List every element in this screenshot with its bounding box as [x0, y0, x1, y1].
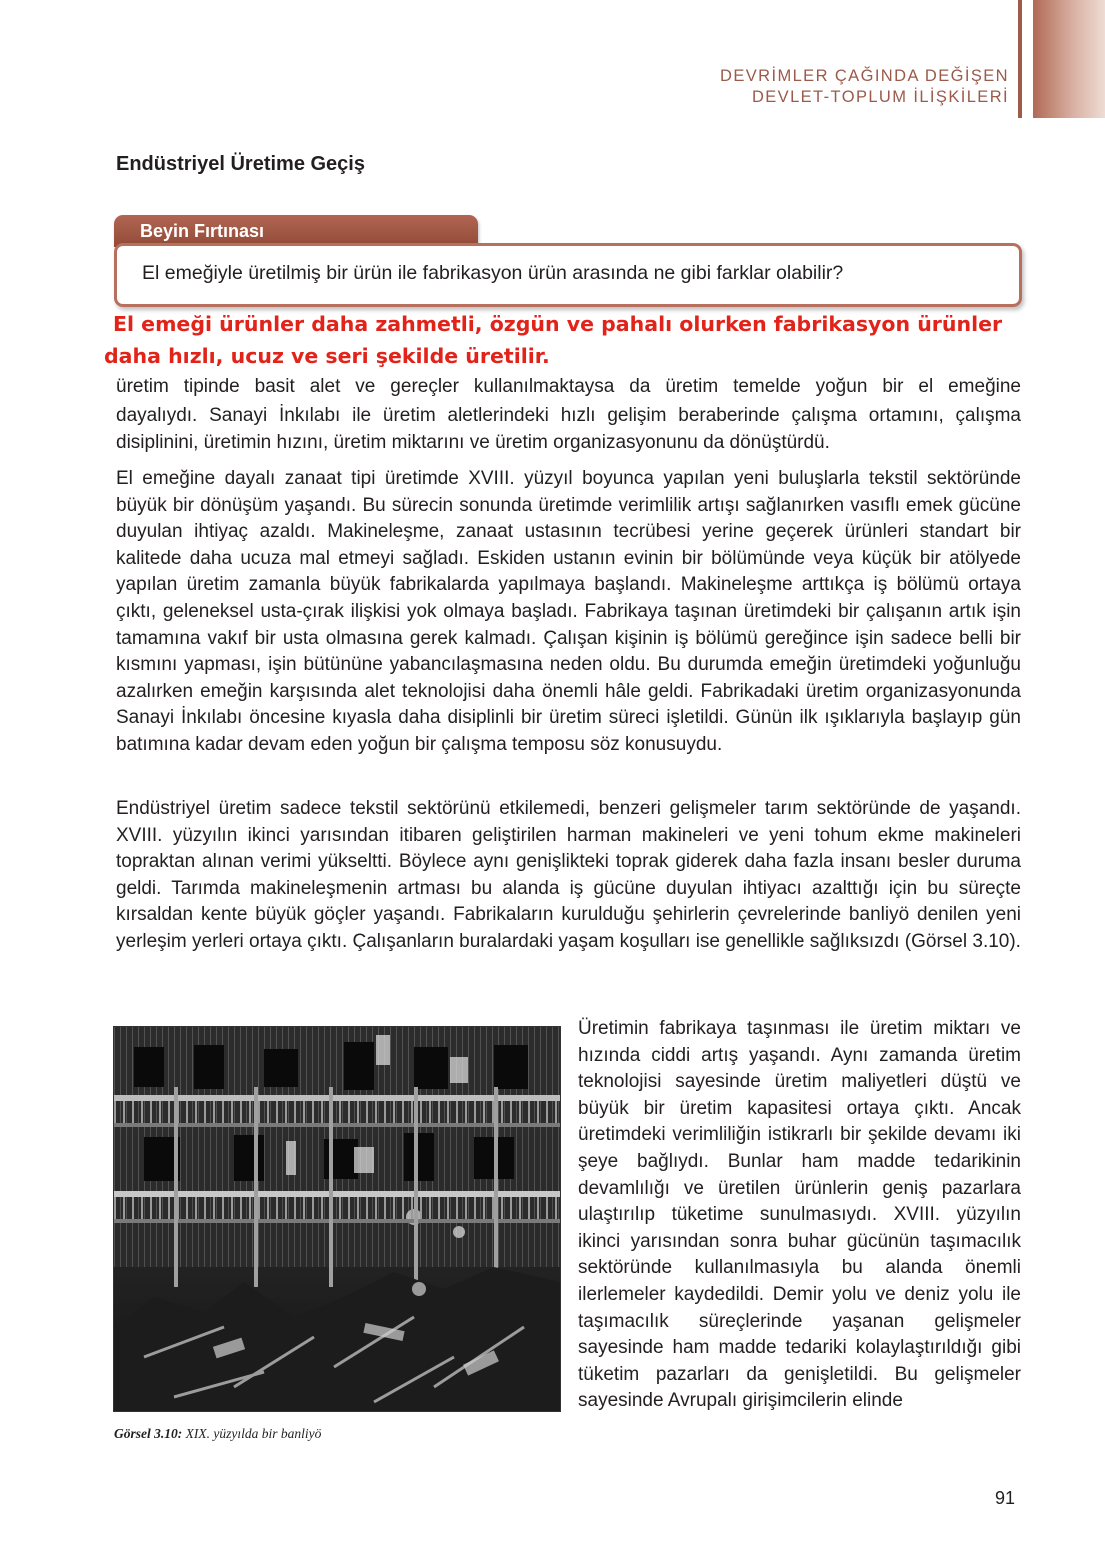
partial-line-text: üretim tipinde basit alet ve gereçler kullanılmaktaysa da üretim temelde yoğun bir el emeğine	[116, 377, 1021, 397]
brainstorm-label: Beyin Fırtınası	[140, 221, 265, 241]
figure-caption-text: XIX. yüzyılda bir banliyö	[182, 1426, 322, 1441]
corner-accent-block	[1033, 0, 1105, 118]
body-paragraph-2: El emeğine dayalı zanaat tipi üretimde XVIII. yüzyıl boyunca yapılan yeni buluşlarla tekstil sektöründe büyük bir dönüşüm yaşandı. Bu sürecin sonunda üretimde verimlilik artışı sağlanırken vasıflı emek gücüne duyulan ihtiyaç azaldı. Makineleşme, zanaat ustasının tecrübesi yerine geçerek ürünleri standart bir kalitede daha ucuza mal etmeyi sağladı. Eskiden ustanın evinin bir bölümünde veya küçük bir atölyede yapılan üretim zamanla büyük fabrikalarda yapılmaya başlandı. Makineleşme arttıkça iş bölümü ortaya çıktı, geleneksel usta-çırak ilişkisi yok olmaya başladı. Fabrikaya taşınan üretimdeki bir çalışanın artık işin tamamına vakıf bir usta olmasına gerek kalmadı. Çalışan kişinin iş bölümü gereğince işin sadece belli bir kısmını yapması, işin bütününe yabancılaşmasına neden oldu. Bu durumda emeğin üretimdeki yoğunluğu azalırken emeğin karşısında alet teknolojisi daha önemli hâle geldi. Fabrikadaki üretim organizasyonunda Sanayi İnkılabı öncesine kıyasla daha disiplinli bir üretim süreci işletildi. Günün ilk ışıklarıyla başlayıp gün batımına kadar devam eden yoğun bir çalışma temposu söz konusuydu.	[116, 468, 1021, 755]
running-header	[720, 66, 1009, 108]
side-paragraph: Üretimin fabrikaya taşınması ile üretim miktarı ve hızında ciddi artış yaşandı. Aynı zamanda üretim teknolojisi sayesinde üretim maliyetleri düştü ve büyük bir üretim kapasitesi ortaya çıktı. Ancak üretimdeki verimliliğin istikrarlı bir şekilde devamı iki şeye bağlıydı. Bunlar ham madde tedarikinin devamlılığı ve üretilen ürünlerin geniş pazarlara ulaştırılıp tüketime sunulmasıydı. XVIII. yüzyılın ikinci yarısından sonra buhar gücünün taşımacılık sektöründe kullanılmasıyla bu alanda önemli ilerlemeler kaydedildi. Demir yolu ve deniz yolu ile taşımacılık süreçlerinde yaşanan gelişmeler sayesinde ham madde tedariki kolaylaştırıldığı gibi tüketim pazarları da genişletildi. Bu gelişmeler sayesinde Avrupalı girişimcilerin elinde	[578, 1018, 1021, 1412]
running-header-line-1: DEVRİMLER ÇAĞINDA DEĞİŞEN	[720, 67, 1009, 85]
figure-caption	[114, 1426, 321, 1442]
running-header-line-2: DEVLET-TOPLUM İLİŞKİLERİ	[751, 88, 1009, 106]
answer-line-1: El emeği ürünler daha zahmetli, özgün ve pahalı olurken fabrikasyon ürünler	[113, 312, 1003, 336]
figure-caption-label: Görsel 3.10:	[114, 1426, 183, 1441]
brainstorm-box	[114, 243, 1022, 307]
body-paragraph-1: dayalıydı. Sanayi İnkılabı ile üretim aletlerindeki hızlı gelişim beraberinde çalışma ortamını, çalışma disiplinini, üretimin hızını, üretim miktarını ve üretim organizasyonunu da dönüştürdü.	[116, 405, 1021, 453]
corner-accent-line	[1018, 0, 1022, 118]
handwritten-answer	[104, 308, 1024, 372]
answer-line-2: daha hızlı, ucuz ve seri şekilde üretilir.	[104, 344, 550, 368]
page-number: 91	[994, 1488, 1015, 1508]
suburb-photo	[113, 1026, 561, 1412]
section-heading: Endüstriyel Üretime Geçiş	[116, 153, 365, 175]
brainstorm-question: El emeğiyle üretilmiş bir ürün ile fabrikasyon ürün arasında ne gibi farklar olabilir?	[142, 262, 844, 284]
suburb-photo-illustration	[114, 1027, 560, 1411]
body-paragraph-3: Endüstriyel üretim sadece tekstil sektörünü etkilemedi, benzeri gelişmeler tarım sektöründe de yaşandı. XVIII. yüzyılın ikinci yarısından itibaren geliştirilen harman makineleri ve yeni tohum ekme makineleri topraktan alınan verimi yükseltti. Böylece aynı genişlikteki toprak giderek daha fazla insanı besler duruma geldi. Tarımda makineleşmenin artması bu alanda iş gücüne duyulan ihtiyacı azalttığı için bu süreçte kırsaldan kente büyük göçler yaşandı. Fabrikaların kurulduğu şehirlerin çevrelerinde banliyö denilen yeni yerleşim yerleri ortaya çıktı. Çalışanların buralardaki yaşam koşulları ise genellikle sağlıksızdı (Görsel 3.10).	[116, 798, 1021, 952]
partially-covered-line	[116, 377, 1021, 403]
